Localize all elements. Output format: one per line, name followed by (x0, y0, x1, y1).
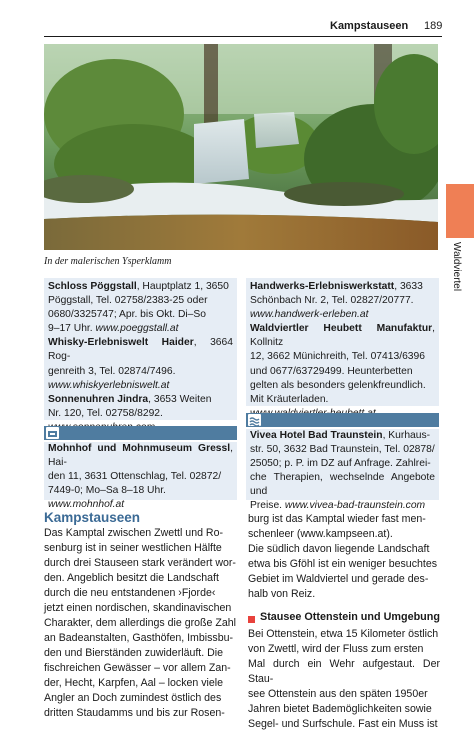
info-line: Whisky-Erlebniswelt Haider, 3664 Rog- (48, 337, 233, 363)
museum-icon (46, 427, 59, 439)
info-line: Schloss Pöggstall, Hauptplatz 1, 3650 (48, 281, 229, 292)
museum-category-bar (44, 426, 237, 440)
body-line: durch drei Stauseen stark verändert wor- (44, 557, 236, 569)
subsection-heading: Stausee Ottenstein und Umgebung (260, 611, 440, 623)
info-line: Mit Kräuterladen. (250, 393, 329, 405)
info-line: Mohnhof und Mohnmuseum Gressl, Hai- (48, 443, 233, 469)
info-box-hotel (246, 429, 439, 512)
info-line: genreith 3, Tel. 02874/7496. (48, 365, 176, 377)
page-number: 189 (424, 20, 443, 32)
info-line: 7449-0; Mo–Sa 8–18 Uhr. (48, 485, 166, 497)
body-line: dritten Staudamms und bis zur Rosen- (44, 707, 225, 719)
info-line: Sonnenuhren Jindra, 3653 Weiten (48, 393, 212, 405)
article-column-right-a (248, 512, 440, 602)
info-link[interactable]: www.whiskyerlebniswelt.at (48, 379, 170, 391)
body-line: burg ist das Kamptal wieder fast men- (248, 513, 426, 525)
body-line: von Zwettl, wird der Fluss zum ersten (248, 643, 424, 655)
info-line: gelten als besonders gelenkfreundlich. (250, 379, 426, 391)
body-line: see Ottenstein aus den späten 1950er (248, 688, 428, 700)
body-line: schenleer (www.kampseen.at). (248, 528, 393, 540)
info-line: Pöggstall, Tel. 02758/2383-25 oder (48, 295, 208, 307)
body-line: Segel- und Surfschule. Fast ein Muss ist (248, 718, 438, 730)
info-link[interactable]: www.handwerk-erleben.at (250, 309, 369, 321)
running-header-title: Kampstauseen (330, 20, 409, 32)
body-line: Die südlich davon liegende Landschaft (248, 543, 430, 555)
info-line: 0680/3325747; Apr. bis Okt. Di–So (48, 309, 206, 321)
section-heading: Kampstauseen (44, 510, 141, 525)
body-line: halb von Reiz. (248, 588, 316, 600)
info-box-museum (44, 442, 237, 511)
body-line: den. Angeblich besitzt die Landschaft (44, 572, 219, 584)
info-line: Preise. www.vivea-bad-traunstein.com (250, 500, 426, 512)
spa-icon (248, 414, 261, 426)
info-line: 9–17 Uhr. www.poeggstall.at (48, 323, 179, 335)
info-line: Nr. 120, Tel. 02758/8292. (48, 407, 163, 419)
body-line: den und Bierständen zuwiderläuft. Die (44, 647, 224, 659)
bullet-square (248, 616, 255, 623)
header-rule (44, 36, 442, 37)
chapter-tab-label: Waldviertel (451, 242, 462, 292)
info-line: che Therapien, wechselnde Angebote und (250, 472, 435, 498)
waterfall-illustration (44, 44, 438, 250)
body-line: Bei Ottenstein, etwa 15 Kilometer östlich (248, 628, 439, 640)
info-box-workshops (246, 278, 439, 406)
info-line: Handwerks-Erlebniswerkstatt, 3633 (250, 281, 423, 292)
body-line: Jahren bietet Bademöglichkeiten sowie (248, 703, 432, 715)
info-line: Schönbach Nr. 2, Tel. 02827/20777. (250, 295, 414, 307)
body-line: jetzt einen nordischen, skandinavischen (44, 602, 232, 614)
photo-caption: In der malerischen Ysperklamm (44, 256, 172, 267)
info-line: str. 50, 3632 Bad Traunstein, Tel. 02878/ (250, 444, 435, 456)
info-line: 12, 3662 Münichreith, Tel. 07413/6396 (250, 351, 425, 363)
info-line: den 11, 3631 Ottenschlag, Tel. 02872/ (48, 471, 222, 483)
article-column-left (44, 526, 238, 721)
body-line: an Badeanstalten, Gasthöfen, Imbissbu- (44, 632, 234, 644)
body-line: Mal durch ein Wehr aufgestaut. Der Stau- (248, 658, 440, 685)
body-line: Angler an Doch zumindest östlich des (44, 692, 222, 704)
waterfall-photo (44, 44, 438, 250)
body-line: Gebiet im Waldviertel und gerade des- (248, 573, 429, 585)
chapter-tab (446, 184, 474, 238)
spa-category-bar (246, 413, 439, 427)
article-column-right-b (248, 627, 440, 732)
body-line: der, Hecht, Karpfen, Aal – locken viele (44, 677, 224, 689)
body-line: Charakter, dem allerdings die große Zahl (44, 617, 236, 629)
info-line: Waldviertler Heubett Manufaktur, Kollnitz (250, 323, 435, 349)
info-link[interactable]: www.mohnhof.at (48, 499, 125, 511)
body-line: fischreichen Gewässer – vor allem Zan- (44, 662, 231, 674)
body-line: durch die neu entstandenen ›Fjorde‹ (44, 587, 216, 599)
body-line: etwa bis Gföhl ist ein weniger besuchtes (248, 558, 438, 570)
info-line: und 0677/63729499. Heunterbetten (250, 365, 413, 377)
body-line: senburg ist in seiner westlichen Hälfte (44, 542, 222, 554)
info-line: Vivea Hotel Bad Traunstein, Kurhaus- (250, 430, 431, 441)
info-box-attractions (44, 278, 237, 420)
body-line: Das Kamptal zwischen Zwettl und Ro- (44, 527, 223, 539)
info-line: 25050; p. P. im DZ auf Anfrage. Zahlrei- (250, 458, 431, 470)
